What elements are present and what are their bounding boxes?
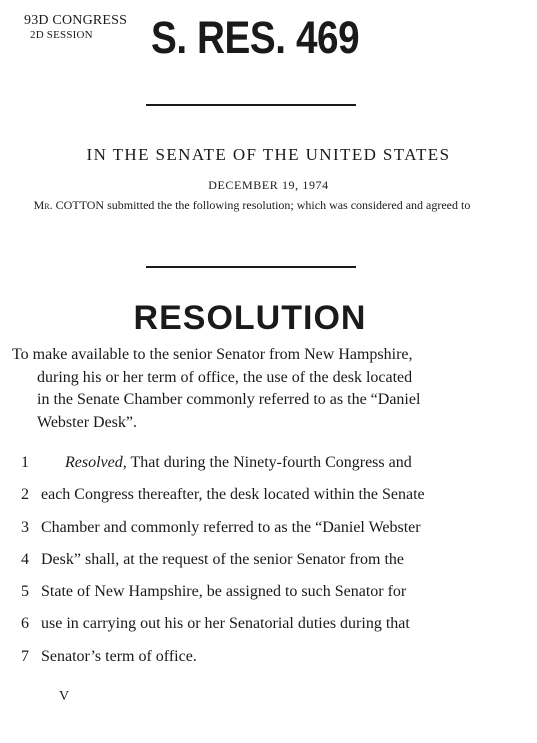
title-line: Webster Desk”. <box>37 413 138 431</box>
congress-number: 93D CONGRESS <box>24 13 128 28</box>
title-line: in the Senate Chamber commonly referred to as the “Daniel <box>37 391 421 408</box>
resolution-body <box>0 453 537 679</box>
resolved-word: Resolved, <box>65 454 127 471</box>
submission-date: DECEMBER 19, 1974 <box>208 178 329 192</box>
submission-note <box>14 197 490 213</box>
resolution-number: S. RES. 469 <box>151 12 360 63</box>
footer-mark: V <box>59 689 70 704</box>
header-divider <box>146 104 356 106</box>
line-text: Chamber and commonly referred to as the “Daniel Webster <box>41 518 421 536</box>
sponsor-name: Mr. COTTON <box>33 198 105 212</box>
line-text: Desk” shall, at the request of the senior Senator from the <box>41 550 404 568</box>
congress-session-label <box>24 14 127 42</box>
line-text: use in carrying out his or her Senatorial duties during that <box>41 615 410 633</box>
body-line <box>0 647 537 679</box>
chamber-heading: IN THE SENATE OF THE UNITED STATES <box>86 145 451 164</box>
section-divider <box>146 266 356 268</box>
line-number: 1 <box>21 454 29 471</box>
line-number: 6 <box>21 615 29 633</box>
title-line: To make available to the senior Senator from New Hampshire, <box>12 346 413 363</box>
line-text: State of New Hampshire, be assigned to such Senator for <box>41 583 407 601</box>
line-text <box>65 453 412 473</box>
body-line <box>0 518 537 550</box>
submission-text: submitted the the following resolution; which was considered and agreed to <box>104 198 471 212</box>
document-type-heading: RESOLUTION <box>133 299 367 337</box>
resolution-title <box>12 344 490 434</box>
body-line <box>0 550 537 582</box>
line-number: 5 <box>21 583 29 601</box>
line-number: 3 <box>21 518 29 536</box>
body-line <box>0 453 537 485</box>
line-text: Senator’s term of office. <box>41 647 197 665</box>
line-number: 2 <box>21 486 29 504</box>
line-text: each Congress thereafter, the desk located within the Senate <box>41 486 425 504</box>
body-line <box>0 614 537 646</box>
session-number: 2D SESSION <box>30 29 93 41</box>
line-number: 4 <box>21 550 29 568</box>
body-line <box>0 485 537 517</box>
title-line: during his or her term of office, the use of the desk located <box>37 368 413 386</box>
body-line <box>0 582 537 614</box>
line-number: 7 <box>21 647 29 665</box>
line-text-rest: That during the Ninety-fourth Congress and <box>126 454 412 471</box>
